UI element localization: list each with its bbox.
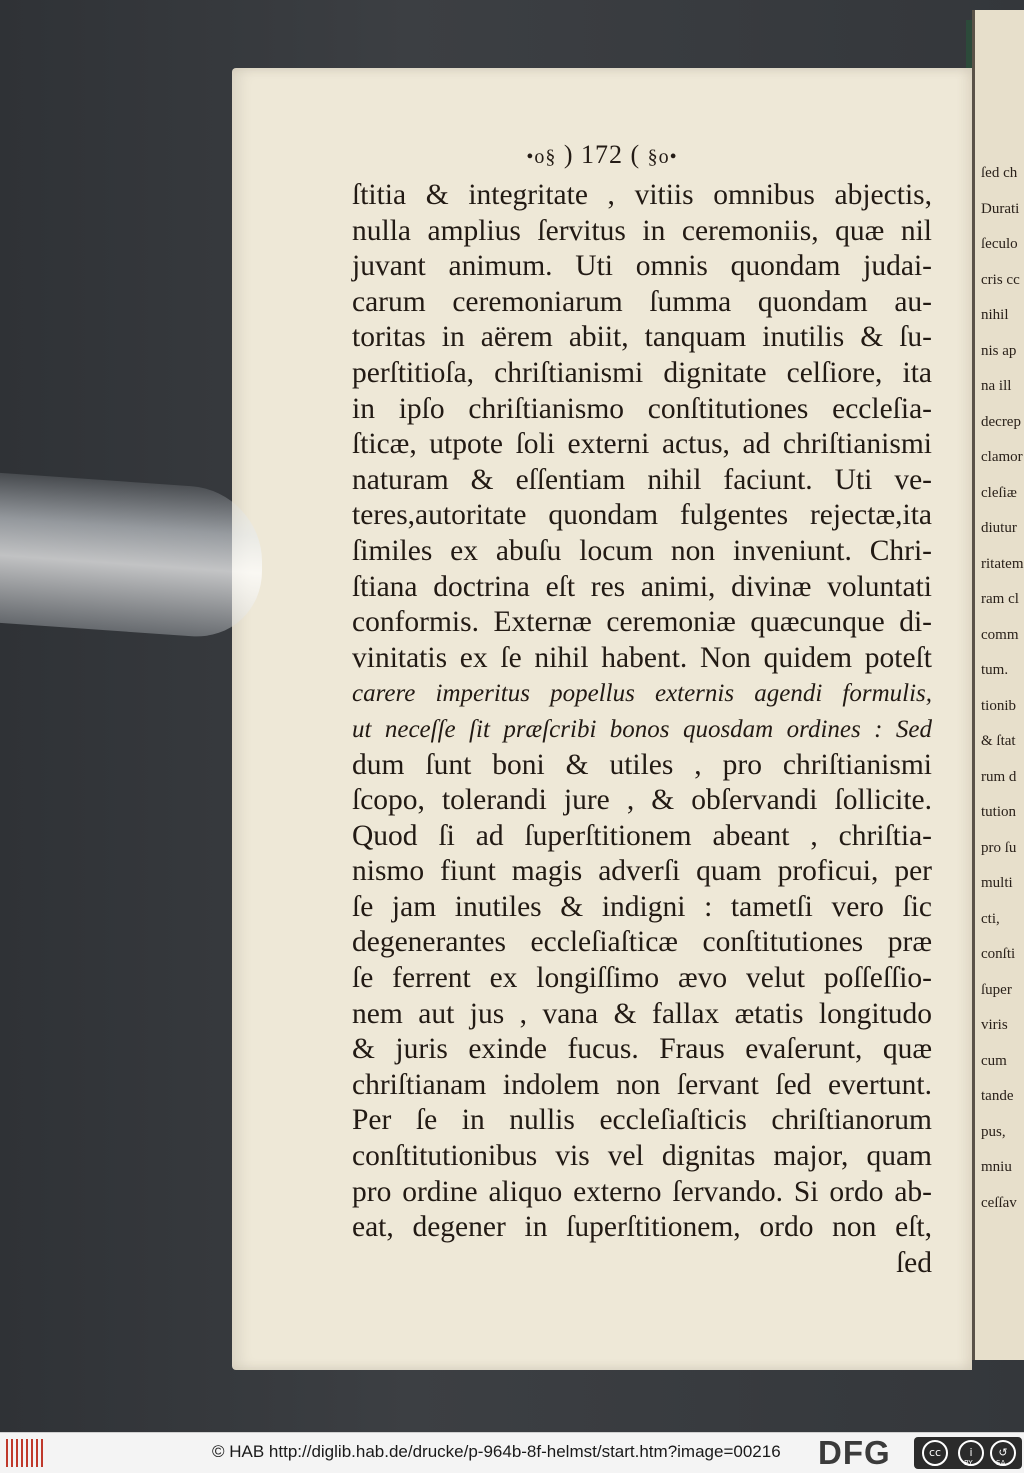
text-line: pro ordine aliquo externo ſervando. Si ordo ab- — [352, 1175, 932, 1208]
text-line: & juris exinde fucus. Fraus evaſerunt, quæ — [352, 1033, 932, 1066]
by-person-icon: i — [958, 1440, 984, 1466]
text-line: nem aut jus , vana & fallax ætatis longitudo — [352, 997, 932, 1030]
text-line: vinitatis ex ſe nihil habent. Non quidem poteſt — [352, 641, 932, 674]
text-line: Per ſe in nullis eccleſiaſticis chriſtianorum — [352, 1104, 932, 1137]
facing-page-line: cum — [981, 1052, 1007, 1069]
facing-page-line: rum d — [981, 768, 1017, 785]
text-line: teres,autoritate quondam fulgentes rejectæ,ita — [352, 499, 932, 532]
facing-page-line: & ſtat — [981, 733, 1016, 749]
facing-page-line: multi — [981, 875, 1013, 891]
facing-page-line: ceſſav — [981, 1194, 1017, 1211]
text-line: ſe jam inutiles & indigni : tametſi vero ſic — [352, 890, 932, 923]
text-line: ſimiles ex abuſu locum non inveniunt. Chri- — [352, 534, 932, 567]
text-line: chriſtianam indolem non ſervant ſed evertunt. — [352, 1068, 932, 1101]
text-line: conſtitutionibus vis vel dignitas major, quam — [352, 1140, 932, 1173]
by-label: BY — [964, 1459, 973, 1467]
text-line: nismo fiunt magis adverſi quam proficui, per — [352, 855, 932, 888]
right-ornament: §o• — [647, 146, 678, 168]
facing-page-line: decrep — [981, 413, 1021, 430]
facing-page-line: pro ſu — [981, 839, 1017, 856]
text-line: ut neceſſe ſit præſcribi bonos quosdam ordines : Sed — [352, 715, 932, 743]
dfg-logo[interactable]: DFG — [818, 1434, 891, 1471]
facing-page-line: tionib — [981, 697, 1017, 714]
facing-page-line: cti, — [981, 910, 1000, 927]
text-line: conformis. Externæ ceremoniæ quæcunque di- — [352, 606, 932, 639]
text-line: eat, degener in ſuperſtitionem, ordo non eſt, — [352, 1211, 932, 1244]
text-line: toritas in aërem abiit, tanquam inutilis & ſu- — [352, 321, 932, 354]
facing-page-line: ram cl — [981, 591, 1019, 607]
sa-icon: ↺ — [990, 1440, 1016, 1466]
text-line: naturam & eſſentiam nihil faciunt. Uti ve- — [352, 463, 932, 496]
facing-page-line: ſuper — [981, 981, 1012, 998]
barcode-icon — [6, 1439, 46, 1467]
left-ornament: •o§ — [526, 146, 557, 168]
text-line: Quod ſi ad ſuperſtitionem abeant , chriſtia- — [352, 819, 932, 852]
text-line: degenerantes eccleſiaſticæ conſtitutiones præ — [352, 926, 932, 959]
facing-page-fragments — [975, 10, 1024, 1221]
text-line: in ipſo chriſtianismo conſtitutiones eccleſia- — [352, 392, 932, 425]
text-line: ſcopo, tolerandi jure , & obſervandi ſollicite. — [352, 784, 932, 817]
cc-icon: cc — [922, 1440, 948, 1466]
text-line: ſtiana doctrina eſt res animi, divinæ voluntati — [352, 570, 932, 603]
text-line: ſtitia & integritate , vitiis omnibus abjectis, — [352, 179, 932, 211]
facing-page-line: Durati — [981, 200, 1020, 217]
page-text — [352, 178, 932, 1281]
facing-page — [972, 10, 1024, 1360]
facing-page-line: tande — [981, 1088, 1014, 1104]
facing-page-line: ritatem — [981, 555, 1024, 572]
text-line: ſticæ, utpote ſoli externi actus, ad chriſtianismi — [352, 428, 932, 461]
text-line: ſe ferrent ex longiſſimo ævo velut poſſeſſio- — [352, 962, 932, 995]
facing-page-line: viris — [981, 1017, 1008, 1033]
cc-by-sa-icon[interactable] — [914, 1437, 1022, 1469]
sa-label: SA — [996, 1459, 1006, 1467]
copyright-credit[interactable]: © HAB http://diglib.hab.de/drucke/p-964b-8f-helmst/start.htm?image=00216 — [212, 1442, 781, 1461]
facing-page-line: tution — [981, 804, 1017, 820]
facing-page-line: clamor — [981, 449, 1023, 465]
facing-page-line: cris cc — [981, 271, 1020, 288]
facing-page-line: pus, — [981, 1123, 1006, 1140]
page-number: ) 172 ( — [563, 140, 641, 169]
text-line: perſtitioſa, chriſtianismi dignitate celſiore, ita — [352, 356, 932, 389]
catchword: ſed — [895, 1246, 932, 1279]
facing-page-line: na ill — [981, 378, 1012, 394]
facing-page-line: mniu — [981, 1159, 1012, 1175]
text-line: dum ſunt boni & utiles , pro chriſtianismi — [352, 748, 932, 781]
glass-page-holder — [0, 473, 262, 641]
facing-page-line: ſeculo — [981, 236, 1018, 252]
facing-page-line: ſed ch — [981, 165, 1018, 181]
footer-bar — [0, 1432, 1024, 1473]
facing-page-line: cleſiæ — [981, 484, 1017, 501]
facing-page-line: conſti — [981, 946, 1016, 962]
facing-page-line: diutur — [981, 520, 1017, 536]
text-line: carere imperitus popellus externis agendi formulis, — [352, 680, 932, 708]
facing-page-line: tum. — [981, 662, 1009, 678]
text-line: carum ceremoniarum ſumma quondam au- — [352, 285, 932, 318]
text-line: nulla amplius ſervitus in ceremoniis, quæ nil — [352, 214, 932, 247]
facing-page-line: comm — [981, 626, 1019, 643]
text-line: juvant animum. Uti omnis quondam judai- — [352, 250, 932, 283]
page-header — [232, 140, 972, 170]
facing-page-line: nihil — [981, 307, 1009, 323]
facing-page-line: nis ap — [981, 342, 1017, 359]
